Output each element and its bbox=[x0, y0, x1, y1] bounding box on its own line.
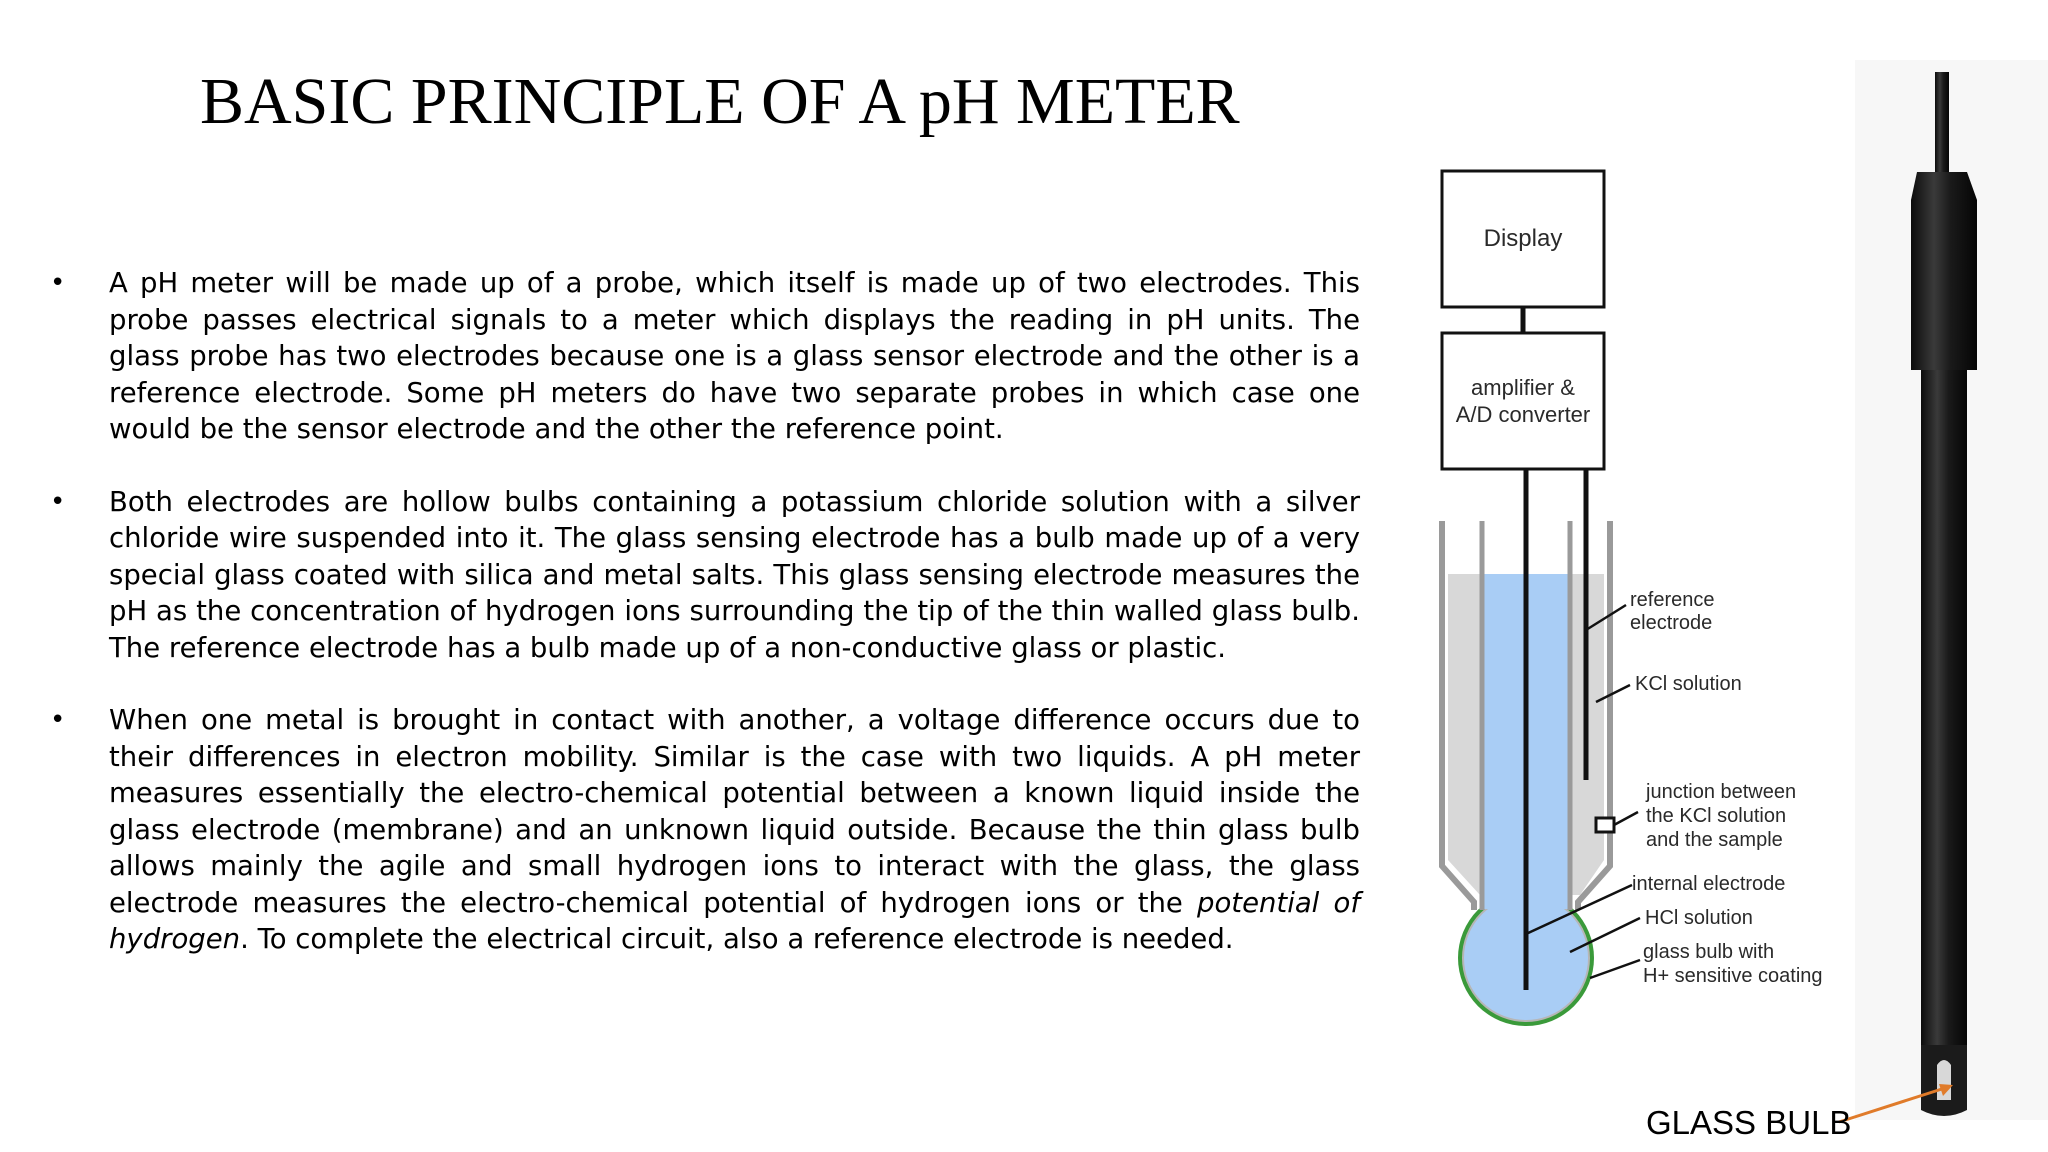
pointer-arrow bbox=[1839, 1088, 1945, 1122]
display-label: Display bbox=[1483, 225, 1563, 252]
glass-bulb-label: glass bulb with bbox=[1643, 941, 1775, 963]
reference-electrode-label: reference bbox=[1630, 589, 1715, 611]
amplifier-box bbox=[1442, 333, 1604, 469]
bullet-text bbox=[109, 704, 1360, 955]
bullet-item bbox=[50, 265, 1360, 448]
pointer-arrowhead bbox=[1939, 1084, 1953, 1096]
glass-bulb-photo-label: GLASS BULB bbox=[1646, 1104, 1852, 1141]
probe-cable bbox=[1935, 72, 1949, 172]
probe-cap bbox=[1911, 172, 1977, 370]
bullet-text-plain: When one metal is brought in contact with another, a voltage difference occurs due to their differences in electron mobility. Similar is the case with two liquids. A pH meter measures essentially the electro-chemical potential between a known liquid inside the glass electrode (membrane) and an unknown liquid outside. Because the thin glass bulb allows mainly the agile and small hydrogen ions to interact with the glass, the glass electrode measures the electro-chemical potential of hydrogen ions or the bbox=[109, 704, 1360, 919]
glass-bulb-pointer bbox=[1835, 1078, 1960, 1138]
amplifier-label: A/D converter bbox=[1455, 402, 1591, 427]
ph-meter-diagram bbox=[1430, 150, 1850, 1050]
junction-marker bbox=[1596, 818, 1614, 832]
glass-bulb-label: H+ sensitive coating bbox=[1643, 965, 1823, 987]
leader-line bbox=[1614, 812, 1638, 825]
bullet-text: A pH meter will be made up of a probe, which itself is made up of two electrodes. This probe passes electrical signals to a meter which displays the reading in pH units. The glass probe has two electrodes because one is a glass sensor electrode and the other is a reference electrode. Some pH meters do have two separate probes in which case one would be the sensor electrode and the other the reference point. bbox=[109, 267, 1360, 445]
hcl-solution-label: HCl solution bbox=[1645, 907, 1753, 929]
bullet-text-italic: potential of hydrogen bbox=[109, 886, 1360, 955]
bullet-list bbox=[50, 265, 1360, 994]
probe-photo bbox=[1855, 60, 2048, 1120]
bullet-item bbox=[50, 702, 1360, 958]
leader-line bbox=[1590, 960, 1640, 978]
junction-label: the KCl solution bbox=[1646, 805, 1787, 827]
amplifier-label: amplifier & bbox=[1471, 375, 1575, 400]
junction-label: junction between bbox=[1646, 781, 1797, 803]
bullet-text: Both electrodes are hollow bulbs containing a potassium chloride solution with a silver chloride wire suspended into it. The glass sensing electrode has a bulb made up of a very special glass coated with silica and metal salts. This glass sensing electrode measures the pH as the concentration of hydrogen ions surrounding the tip of the thin walled glass bulb. The reference electrode has a bulb made up of a non-conductive glass or plastic. bbox=[109, 485, 1360, 664]
probe-body bbox=[1921, 370, 1967, 1045]
reference-electrode-label: electrode bbox=[1630, 612, 1713, 634]
kcl-solution-label: KCl solution bbox=[1635, 673, 1742, 695]
bullet-marker: • bbox=[50, 705, 66, 735]
junction-label: and the sample bbox=[1646, 829, 1783, 851]
bullet-marker: • bbox=[50, 486, 66, 517]
internal-electrode-label: internal electrode bbox=[1632, 873, 1786, 895]
page-title: BASIC PRINCIPLE OF A pH METER bbox=[200, 65, 1240, 138]
bullet-marker: • bbox=[50, 268, 66, 298]
bullet-item bbox=[50, 484, 1360, 667]
bullet-text-plain: . To complete the electrical circuit, also a reference electrode is needed. bbox=[240, 923, 1234, 955]
